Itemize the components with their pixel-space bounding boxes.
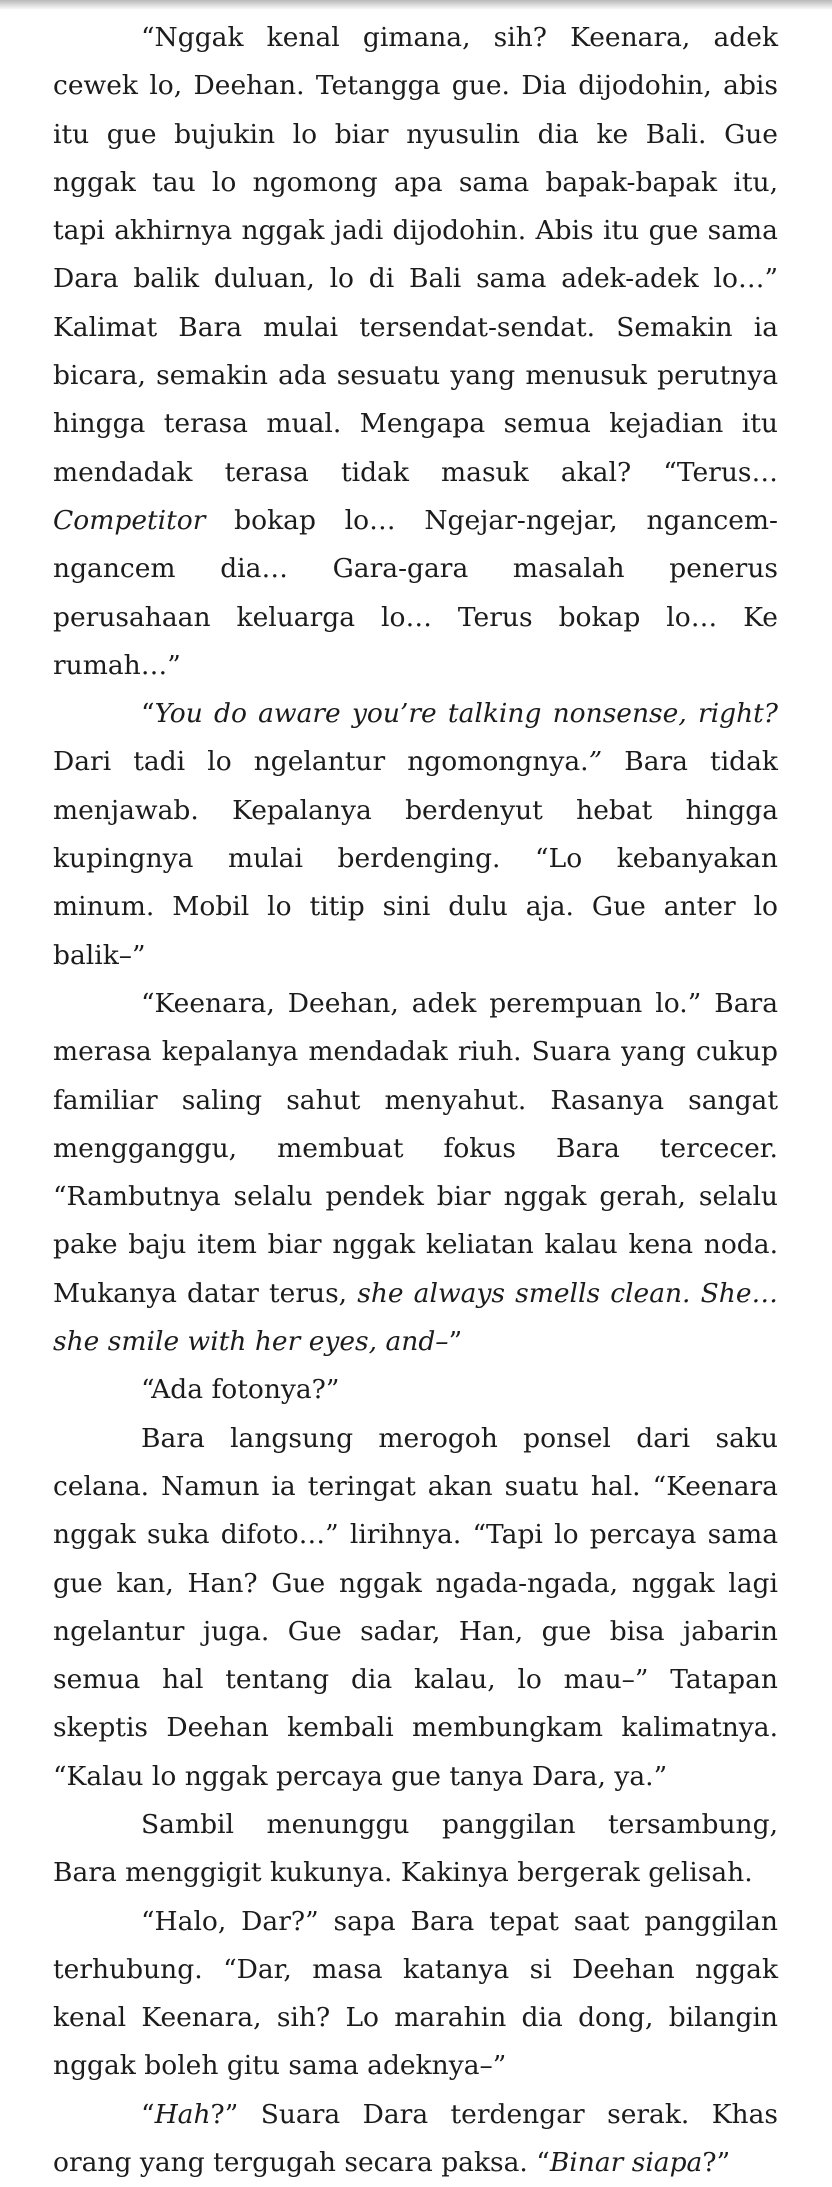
top-edge-shadow xyxy=(0,0,832,10)
text-run: ?” xyxy=(702,2147,731,2179)
italic-text: she always smells clean. She… she smile with her eyes, and– xyxy=(53,1277,779,1358)
italic-text: Binar siapa xyxy=(549,2147,703,2179)
text-run: “Keenara, Deehan, adek perempuan lo.” Bara merasa kepalanya mendadak riuh. Suara yang cukup familiar saling sahut menyahut. Rasanya sangat mengganggu, membuat fokus Bara tercecer. “Rambutnya selalu pendek biar nggak gerah, selalu pake baju item biar nggak keliatan kalau kena noda. Mukanya datar terus, xyxy=(53,987,778,1309)
text-run: ?” Suara Dara terdengar serak. Khas orang yang tergugah secara paksa. “ xyxy=(53,2098,778,2179)
paragraph-1 xyxy=(53,14,778,690)
paragraph-4 xyxy=(53,1366,778,1414)
text-run: bokap lo… Ngejar-ngejar, ngancem-ngancem dia… Gara-gara masalah penerus perusahaan keluarga lo… Terus bokap lo… Ke rumah…” xyxy=(53,504,778,681)
text-run: “Halo, Dar?” sapa Bara tepat saat panggilan terhubung. “Dar, masa katanya si Deehan nggak kenal Keenara, sih? Lo marahin dia dong, bilangin nggak boleh gitu sama adeknya–” xyxy=(53,1905,778,2082)
text-run: Bara langsung merogoh ponsel dari saku celana. Namun ia teringat akan suatu hal. “Keenara nggak suka difoto…” lirihnya. “Tapi lo percaya sama gue kan, Han? Gue nggak ngada-ngada, nggak lagi ngelantur juga. Gue sadar, Han, gue bisa jabarin semua hal tentang dia kalau, lo mau–” Tatapan skeptis Deehan kembali membungkam kalimatnya. “Kalau lo nggak percaya gue tanya Dara, ya.” xyxy=(53,1422,778,1792)
paragraph-2 xyxy=(53,690,778,980)
paragraph-7 xyxy=(53,1898,778,2091)
italic-text: ” xyxy=(588,746,603,778)
paragraph-6 xyxy=(53,1801,778,1898)
italic-text: You do aware you’re talking nonsense, right? xyxy=(154,698,778,730)
text-run: “Nggak kenal gimana, sih? Keenara, adek cewek lo, Deehan. Tetangga gue. Dia dijodohin, abis itu gue bujukin lo biar nyusulin dia ke Bali. Gue nggak tau lo ngomong apa sama bapak-bapak itu, tapi akhirnya nggak jadi dijodohin. Abis itu gue sama Dara balik duluan, lo di Bali sama adek-adek lo…” Kalimat Bara mulai tersendat-sendat. Semakin ia bicara, semakin ada sesuatu yang menusuk perutnya hingga terasa mual. Mengapa semua kejadian itu mendadak terasa tidak masuk akal? “Terus… xyxy=(53,22,778,488)
text-run: Bara tidak menjawab. Kepalanya berdenyut hebat hingga kupingnya mulai berdenging. “Lo kebanyakan minum. Mobil lo titip sini dulu aja. Gue anter lo balik–” xyxy=(53,746,778,971)
italic-text: Hah xyxy=(154,2098,211,2130)
reading-page[interactable] xyxy=(53,14,778,2187)
text-run: “ xyxy=(141,698,155,730)
text-run: Sambil menunggu panggilan tersambung, Bara menggigit kukunya. Kakinya bergerak gelisah. xyxy=(53,1808,778,1889)
text-run: Dari tadi lo ngelantur ngomongnya. xyxy=(53,746,589,778)
text-run: ” xyxy=(448,1326,463,1358)
italic-text: Competitor xyxy=(53,504,206,536)
text-run: “Ada fotonya?” xyxy=(141,1374,340,1406)
text-run: “ xyxy=(141,2098,155,2130)
paragraph-8 xyxy=(53,2091,778,2187)
paragraph-5 xyxy=(53,1415,778,1801)
paragraph-3 xyxy=(53,980,778,1366)
